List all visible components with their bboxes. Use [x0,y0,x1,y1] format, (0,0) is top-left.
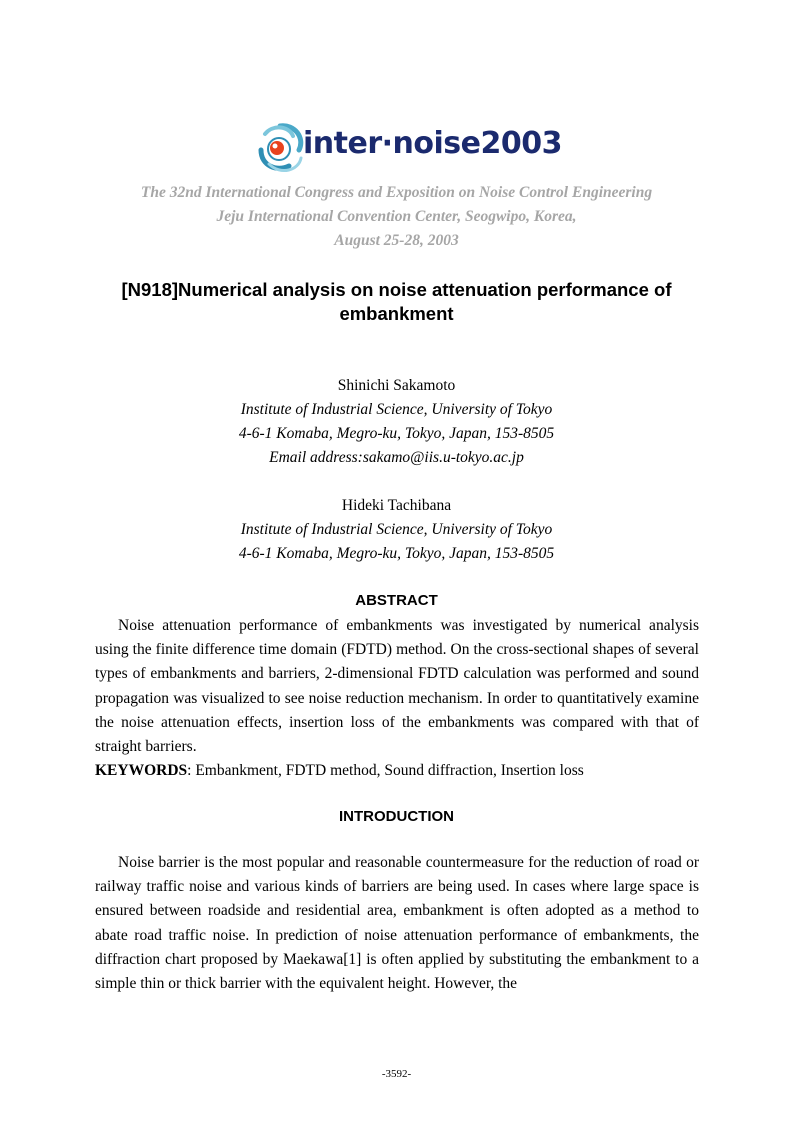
page-number: -3592- [381,1068,412,1080]
conference-logo [255,120,562,180]
keywords-text: : Embankment, FDTD method, Sound diffraction, Insertion loss [187,762,584,779]
introduction-heading: INTRODUCTION [339,808,454,825]
paper-title: [N918]Numerical analysis on noise attenuation performance of embankment [121,279,672,324]
author-address: 4-6-1 Komaba, Megro-ku, Tokyo, Japan, 153-8505 [238,545,555,562]
author-name: Hideki Tachibana [341,497,452,514]
author-email: Email address:sakamo@iis.u-tokyo.ac.jp [269,449,524,466]
abstract-text: Noise attenuation performance of embankments was investigated by numerical analysis using the finite difference time domain (FDTD) method. On the cross-sectional shapes of several types of embankments and barriers, 2-dimensional FDTD calculation was performed and sound propagation was visualized to see noise reduction mechanism. In order to quantitatively examine the noise attenuation effects, insertion loss of the embankments was compared with that of straight barriers. [95,617,699,756]
author-affiliation: Institute of Industrial Science, University of Tokyo [240,521,553,538]
conference-dates: August 25-28, 2003 [334,232,459,249]
author-affiliation: Institute of Industrial Science, University of Tokyo [240,401,553,418]
keywords-line [95,759,699,783]
conference-name: The 32nd International Congress and Exposition on Noise Control Engineering [140,184,653,201]
keywords-label: KEYWORDS [95,762,188,779]
author-address: 4-6-1 Komaba, Megro-ku, Tokyo, Japan, 153-8505 [238,425,555,442]
abstract-heading: ABSTRACT [355,592,438,609]
introduction-text: Noise barrier is the most popular and reasonable countermeasure for the reduction of road or railway traffic noise and various kinds of barriers are being used. In cases where large space is ensured between roadside and residential area, embankment is often adopted as a method to abate road traffic noise. In prediction of noise attenuation performance of embankments, the diffraction chart proposed by Maekawa[1] is often applied by substituting the embankment to a simple thin or thick barrier with the equivalent height. However, the [95,854,699,993]
author-name: Shinichi Sakamoto [337,377,456,394]
logo-text: inter·noise2003 [303,126,562,161]
swirl-logo-icon [255,120,305,180]
conference-venue: Jeju International Convention Center, Seogwipo, Korea, [216,208,577,225]
